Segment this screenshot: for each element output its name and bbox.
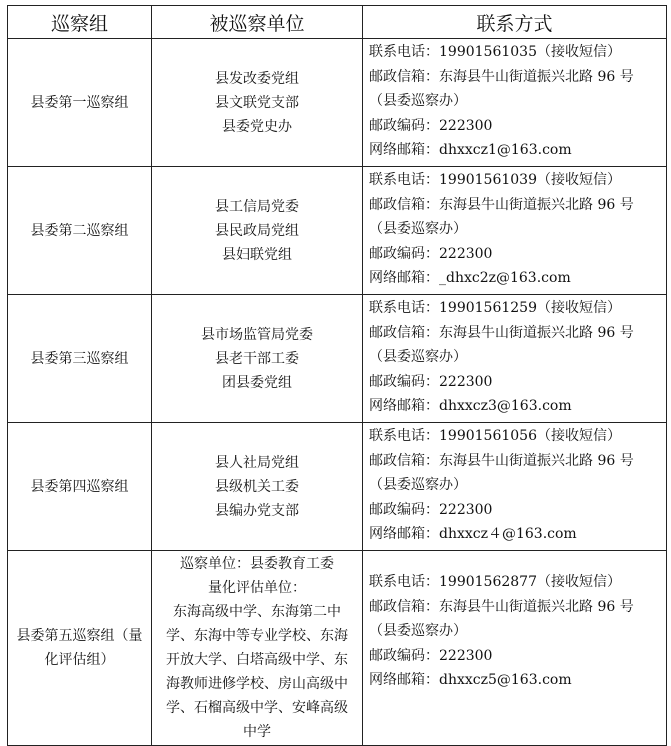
unit-item: 县市场监管局党委 [201, 326, 313, 343]
contact-postcode: 邮政编码：222300 [369, 245, 493, 262]
inspected-units [152, 551, 363, 746]
unit-item: 县工信局党委 [215, 198, 299, 215]
table-row [8, 423, 667, 551]
contact-email: 网络邮箱：dhxxcz5@163.com [369, 672, 572, 688]
table-row [8, 39, 667, 167]
group-name: 县委第三巡察组 [8, 295, 152, 423]
inspected-units [152, 423, 363, 551]
group-name: 县委第二巡察组 [8, 167, 152, 295]
contact-email: 网络邮箱：_dhxc2z@163.com [369, 270, 571, 286]
unit-item: 团县委党组 [222, 374, 292, 391]
unit-item: 县老干部工委 [215, 350, 299, 367]
contact-postcode: 邮政编码：222300 [369, 647, 493, 664]
unit-item: 县妇联党组 [222, 246, 292, 263]
contact-mail: 邮政信箱：东海县牛山街道振兴北路 96 号（县委巡察办） [369, 196, 634, 237]
contact-phone: 联系电话：19901562877（接收短信） [369, 574, 621, 590]
contact-mail: 邮政信箱：东海县牛山街道振兴北路 96 号（县委巡察办） [369, 598, 634, 639]
unit-item: 县级机关工委 [215, 478, 299, 495]
contact-mail: 邮政信箱：东海县牛山街道振兴北路 96 号（县委巡察办） [369, 452, 634, 493]
inspected-units [152, 39, 363, 167]
inspection-contact-table [7, 5, 667, 746]
contact-info [363, 167, 667, 295]
contact-mail: 邮政信箱：东海县牛山街道振兴北路 96 号（县委巡察办） [369, 324, 634, 365]
header-contact: 联系方式 [363, 6, 667, 39]
contact-info [363, 39, 667, 167]
inspected-units [152, 167, 363, 295]
contact-email: 网络邮箱：dhxxcz3@163.com [369, 398, 572, 414]
header-row [8, 6, 667, 39]
inspected-units [152, 295, 363, 423]
header-units: 被巡察单位 [152, 6, 363, 39]
unit-item: 县人社局党组 [215, 454, 299, 471]
header-group: 巡察组 [8, 6, 152, 39]
contact-postcode: 邮政编码：222300 [369, 501, 493, 518]
unit-item: 县编办党支部 [215, 502, 299, 519]
unit-title: 巡察单位：县委教育工委 [180, 556, 334, 572]
contact-info [363, 295, 667, 423]
unit-item: 县发改委党组 [215, 70, 299, 87]
table-row [8, 295, 667, 423]
group-name: 县委第一巡察组 [8, 39, 152, 167]
contact-mail: 邮政信箱：东海县牛山街道振兴北路 96 号（县委巡察办） [369, 68, 634, 109]
table-row [8, 551, 667, 746]
group-name: 县委第五巡察组（量化评估组） [8, 551, 152, 746]
unit-item: 县民政局党组 [215, 222, 299, 239]
unit-item: 县文联党支部 [215, 94, 299, 111]
group-name: 县委第四巡察组 [8, 423, 152, 551]
contact-email: 网络邮箱：dhxxcz1@163.com [369, 142, 572, 158]
unit-list: 东海高级中学、东海第二中学、东海中等专业学校、东海开放大学、白塔高级中学、东海教师进修学校、房山高级中学、石榴高级中学、安峰高级中学 [166, 604, 348, 740]
contact-info [363, 551, 667, 746]
contact-email: 网络邮箱：dhxxcz４@163.com [369, 526, 577, 542]
contact-info [363, 423, 667, 551]
unit-subtitle: 量化评估单位： [208, 580, 306, 596]
contact-postcode: 邮政编码：222300 [369, 117, 493, 134]
contact-phone: 联系电话：19901561056（接收短信） [369, 428, 621, 444]
table-row [8, 167, 667, 295]
unit-item: 县委党史办 [222, 118, 292, 135]
contact-phone: 联系电话：19901561259（接收短信） [369, 300, 621, 316]
contact-phone: 联系电话：19901561039（接收短信） [369, 172, 621, 188]
contact-postcode: 邮政编码：222300 [369, 373, 493, 390]
contact-phone: 联系电话：19901561035（接收短信） [369, 44, 621, 60]
